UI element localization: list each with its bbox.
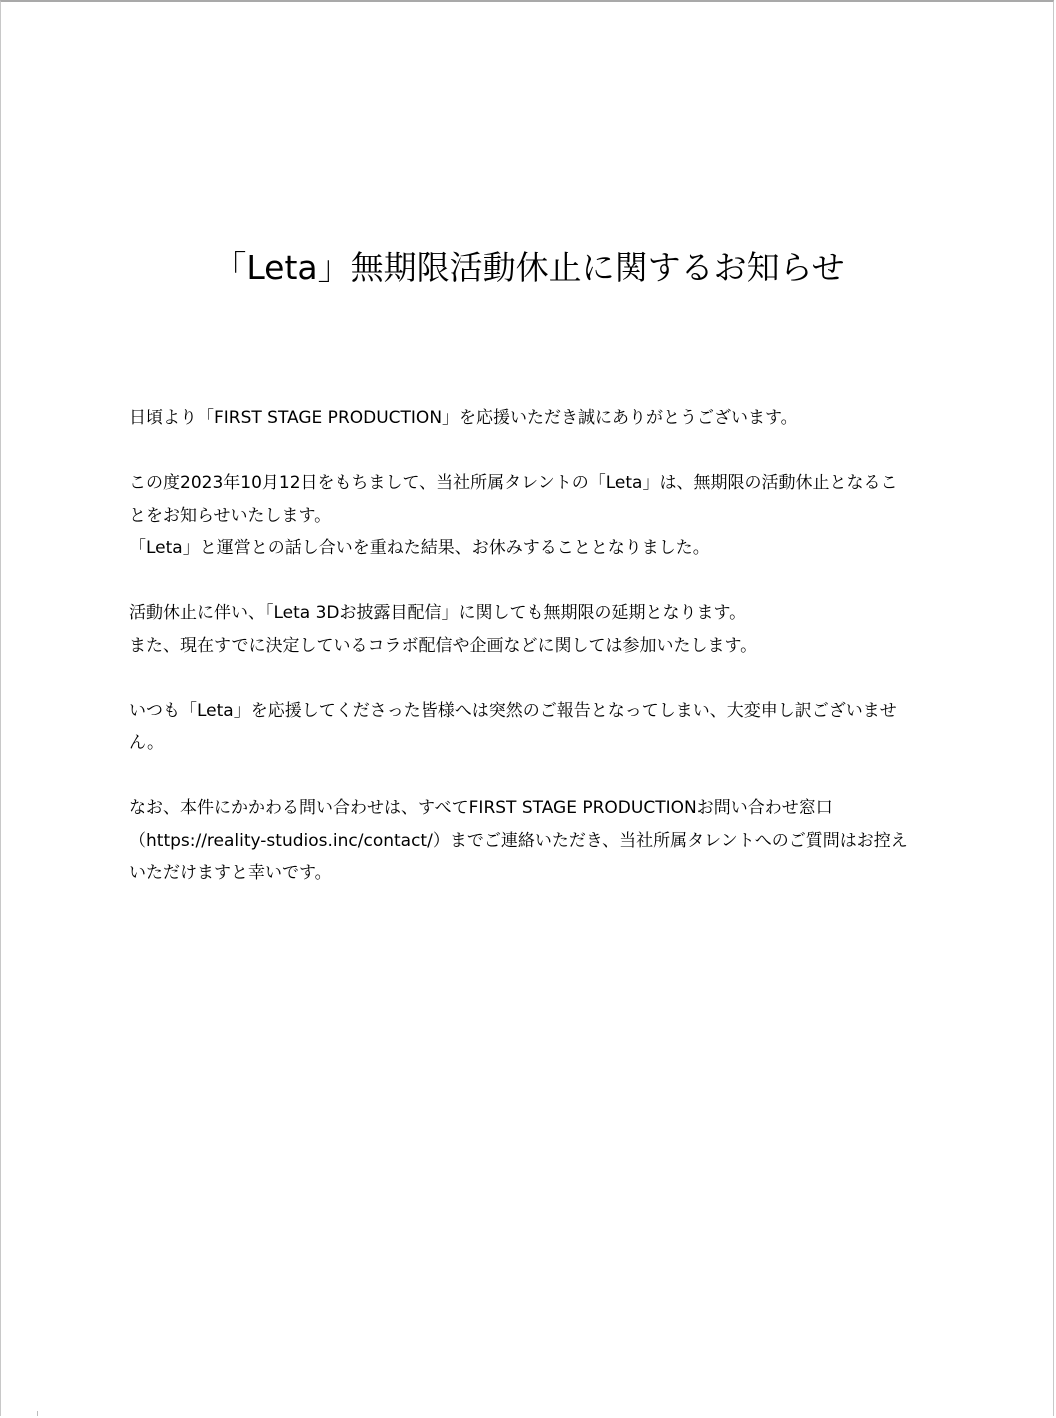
- text-line: 「Leta」と運営との話し合いを重ねた結果、お休みすることとなりました。: [129, 538, 710, 558]
- text-line: また、現在すでに決定しているコラボ配信や企画などに関しては参加いたします。: [129, 635, 758, 656]
- paragraph-contact: [129, 792, 929, 890]
- paragraph-greeting: [129, 402, 929, 435]
- paragraph-apology: [129, 695, 929, 760]
- text-line: いただけますと幸いです。: [129, 863, 332, 883]
- contact-url-line: （https://reality-studios.inc/contact/）までご連絡いただき、当社所属タレントへのご質問はお控え: [129, 830, 908, 851]
- text-line: とをお知らせいたします。: [129, 505, 332, 526]
- text-line: いつも「Leta」を応援してくださった皆様へは突然のご報告となってしまい、大変申し訳ございませ: [129, 700, 897, 721]
- text-line: 日頃より「FIRST STAGE PRODUCTION」を応援いただき誠にありがとうございます。: [129, 408, 798, 428]
- paragraph-postponement: [129, 597, 929, 662]
- text-line: ん。: [129, 733, 165, 753]
- document-title: 「Leta」無期限活動休止に関するお知らせ: [213, 248, 845, 287]
- text-line: この度2023年10月12日をもちまして、当社所属タレントの「Leta」は、無期限の活動休止となるこ: [129, 473, 898, 493]
- paragraph-announcement: [129, 467, 929, 565]
- page-edge-mark: [37, 1411, 38, 1416]
- text-line: 活動休止に伴い、「Leta 3Dお披露目配信」に関しても無期限の延期となります。: [129, 603, 747, 623]
- document-body: [129, 402, 929, 922]
- text-line: なお、本件にかかわる問い合わせは、すべてFIRST STAGE PRODUCTIONお問い合わせ窓口: [129, 798, 833, 818]
